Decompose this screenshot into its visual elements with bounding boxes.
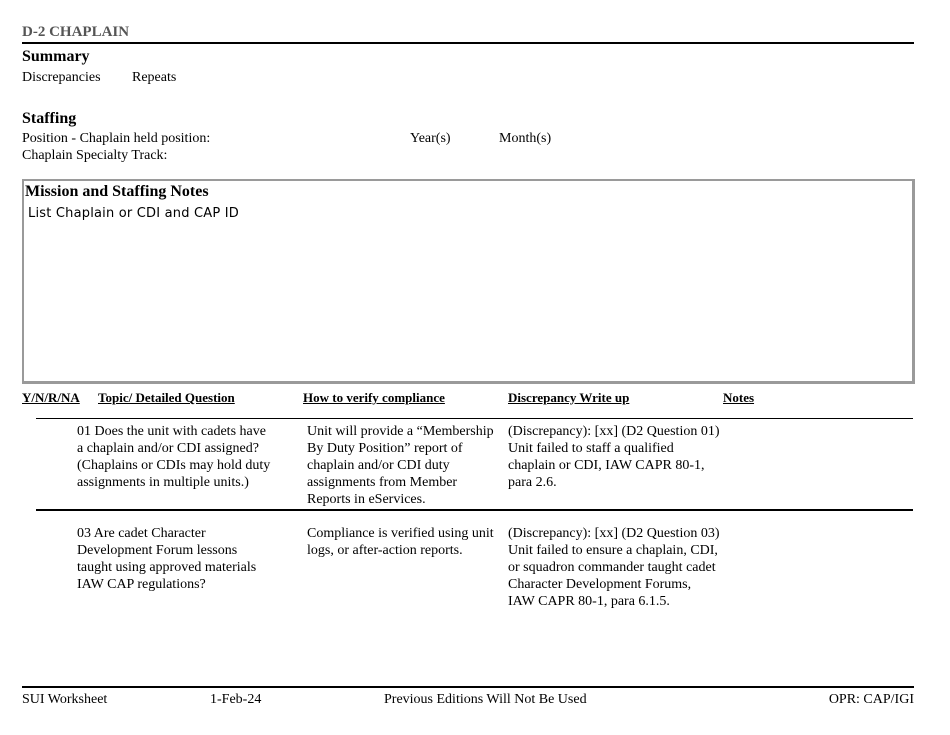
footer-notice: Previous Editions Will Not Be Used — [384, 692, 587, 707]
footer-opr: OPR: CAP/IGI — [828, 692, 914, 707]
discrepancies-label: Discrepancies — [22, 70, 101, 85]
repeats-label: Repeats — [132, 70, 177, 85]
row2-discrepancy: (Discrepancy): [xx] (D2 Question 03) Unit failed to ensure a chaplain, CDI, or squadron commander taught cadet Character Development Forums, IAW CAPR 80-1, para 6.1.5. — [508, 526, 720, 609]
table-header-rule — [36, 418, 913, 419]
notes-box-title: Mission and Staffing Notes — [25, 183, 209, 200]
footer-date: 1-Feb-24 — [210, 692, 262, 707]
position-label: Position - Chaplain held position: — [22, 131, 211, 146]
years-label: Year(s) — [410, 131, 451, 146]
col-header-notes: Notes — [723, 390, 755, 405]
row1-question: 01 Does the unit with cadets have a chaplain and/or CDI assigned? (Chaplains or CDIs may hold duty assignments in multiple units.) — [77, 424, 271, 490]
col-header-ynrna: Y/N/R/NA — [22, 390, 80, 405]
notes-box-text[interactable]: List Chaplain or CDI and CAP ID — [28, 206, 240, 221]
staffing-heading: Staffing — [22, 110, 77, 127]
summary-heading: Summary — [22, 48, 90, 65]
row-divider — [36, 509, 913, 511]
mission-staffing-notes-box[interactable] — [22, 179, 915, 384]
row1-discrepancy: (Discrepancy): [xx] (D2 Question 01) Unit failed to staff a qualified chaplain or CDI, IAW CAPR 80-1, para 2.6. — [508, 424, 720, 490]
row2-question: 03 Are cadet Character Development Forum lessons taught using approved materials IAW CAP regulations? — [77, 526, 257, 592]
footer-rule — [22, 686, 914, 688]
months-label: Month(s) — [499, 131, 552, 146]
col-header-topic: Topic/ Detailed Question — [98, 390, 235, 405]
col-header-discrepancy: Discrepancy Write up — [508, 390, 630, 405]
col-header-verify: How to verify compliance — [303, 390, 445, 405]
footer-worksheet: SUI Worksheet — [22, 692, 108, 707]
header-rule — [22, 42, 914, 44]
section-title: D-2 CHAPLAIN — [22, 24, 130, 40]
row2-verify: Compliance is verified using unit logs, or after-action reports. — [307, 526, 494, 558]
specialty-track-label: Chaplain Specialty Track: — [22, 148, 168, 163]
row1-verify: Unit will provide a “Membership By Duty Position” report of chaplain and/or CDI duty assignments from Member Reports in eServices. — [307, 424, 494, 507]
